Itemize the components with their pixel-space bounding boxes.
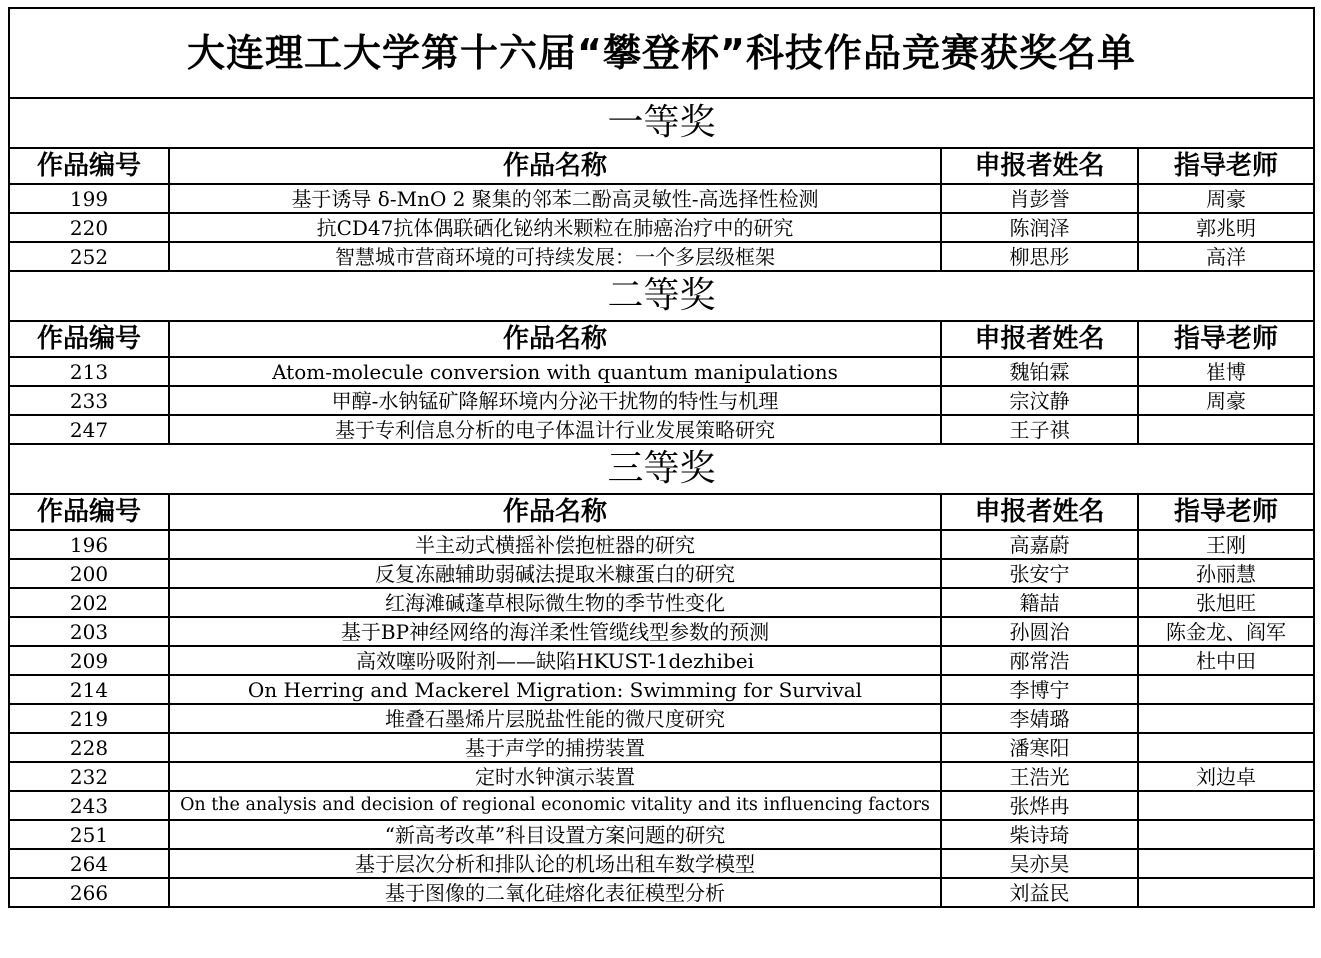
work-name-cell: 甲醇-水钠锰矿降解环境内分泌干扰物的特性与机理 [169, 386, 941, 415]
applicant-cell: 柳思彤 [941, 242, 1138, 271]
table-row [9, 530, 1314, 559]
advisor-cell: 陈金龙、阎军 [1138, 617, 1314, 646]
advisor-cell [1138, 704, 1314, 733]
applicant-cell: 宗汶静 [941, 386, 1138, 415]
applicant-cell: 魏铂霖 [941, 357, 1138, 386]
table-row [9, 242, 1314, 271]
section-heading: 二等奖 [9, 271, 1314, 321]
work-name-cell: 定时水钟演示装置 [169, 762, 941, 791]
advisor-cell: 刘边卓 [1138, 762, 1314, 791]
column-header-row [9, 148, 1314, 184]
page-title: 大连理工大学第十六届“攀登杯”科技作品竞赛获奖名单 [9, 8, 1314, 98]
applicant-cell: 李婧璐 [941, 704, 1138, 733]
table-row [9, 386, 1314, 415]
header-advisor: 指导老师 [1138, 321, 1314, 357]
table-row [9, 820, 1314, 849]
table-row [9, 878, 1314, 907]
header-work-name: 作品名称 [169, 494, 941, 530]
table-row [9, 762, 1314, 791]
advisor-cell [1138, 733, 1314, 762]
header-applicant: 申报者姓名 [941, 148, 1138, 184]
work-name-cell: 基于诱导 δ-MnO 2 聚集的邻苯二酚高灵敏性-高选择性检测 [169, 184, 941, 213]
table-row [9, 184, 1314, 213]
work-name-cell: 红海滩碱蓬草根际微生物的季节性变化 [169, 588, 941, 617]
work-id-cell: 196 [9, 530, 169, 559]
header-advisor: 指导老师 [1138, 494, 1314, 530]
applicant-cell: 籍喆 [941, 588, 1138, 617]
section-heading: 一等奖 [9, 98, 1314, 148]
work-id-cell: 228 [9, 733, 169, 762]
header-work-id: 作品编号 [9, 148, 169, 184]
section-heading-row [9, 98, 1314, 148]
advisor-cell [1138, 820, 1314, 849]
table-row [9, 704, 1314, 733]
table-row [9, 559, 1314, 588]
work-name-cell: 半主动式横摇补偿抱桩器的研究 [169, 530, 941, 559]
column-header-row [9, 494, 1314, 530]
applicant-cell: 李博宁 [941, 675, 1138, 704]
work-id-cell: 200 [9, 559, 169, 588]
advisor-cell [1138, 878, 1314, 907]
work-id-cell: 219 [9, 704, 169, 733]
table-row [9, 646, 1314, 675]
work-name-cell: 基于专利信息分析的电子体温计行业发展策略研究 [169, 415, 941, 444]
work-id-cell: 233 [9, 386, 169, 415]
work-id-cell: 220 [9, 213, 169, 242]
title-row [9, 8, 1314, 98]
advisor-cell [1138, 849, 1314, 878]
work-id-cell: 252 [9, 242, 169, 271]
applicant-cell: 邴常浩 [941, 646, 1138, 675]
advisor-cell: 周豪 [1138, 386, 1314, 415]
applicant-cell: 王子祺 [941, 415, 1138, 444]
advisor-cell: 高洋 [1138, 242, 1314, 271]
work-name-cell: On the analysis and decision of regional economic vitality and its influencing factors [169, 791, 941, 820]
work-id-cell: 202 [9, 588, 169, 617]
work-name-cell: 基于图像的二氧化硅熔化表征模型分析 [169, 878, 941, 907]
advisor-cell: 郭兆明 [1138, 213, 1314, 242]
advisor-cell: 王刚 [1138, 530, 1314, 559]
section-heading-row [9, 444, 1314, 494]
table-row [9, 213, 1314, 242]
advisor-cell [1138, 415, 1314, 444]
work-name-cell: 抗CD47抗体偶联硒化铋纳米颗粒在肺癌治疗中的研究 [169, 213, 941, 242]
work-id-cell: 209 [9, 646, 169, 675]
work-name-cell: 基于BP神经网络的海洋柔性管缆线型参数的预测 [169, 617, 941, 646]
work-name-cell: 反复冻融辅助弱碱法提取米糠蛋白的研究 [169, 559, 941, 588]
advisor-cell: 崔博 [1138, 357, 1314, 386]
work-id-cell: 203 [9, 617, 169, 646]
applicant-cell: 吴亦昊 [941, 849, 1138, 878]
work-name-cell: On Herring and Mackerel Migration: Swimming for Survival [169, 675, 941, 704]
advisor-cell: 杜中田 [1138, 646, 1314, 675]
work-name-cell: 基于层次分析和排队论的机场出租车数学模型 [169, 849, 941, 878]
work-id-cell: 264 [9, 849, 169, 878]
work-name-cell: Atom-molecule conversion with quantum manipulations [169, 357, 941, 386]
applicant-cell: 肖彭誉 [941, 184, 1138, 213]
table-row [9, 849, 1314, 878]
work-id-cell: 251 [9, 820, 169, 849]
work-name-cell: 智慧城市营商环境的可持续发展：一个多层级框架 [169, 242, 941, 271]
section-heading-row [9, 271, 1314, 321]
applicant-cell: 高嘉蔚 [941, 530, 1138, 559]
header-applicant: 申报者姓名 [941, 494, 1138, 530]
work-name-cell: 高效噻吩吸附剂——缺陷HKUST-1dezhibei [169, 646, 941, 675]
header-advisor: 指导老师 [1138, 148, 1314, 184]
header-work-name: 作品名称 [169, 148, 941, 184]
advisor-cell: 张旭旺 [1138, 588, 1314, 617]
header-applicant: 申报者姓名 [941, 321, 1138, 357]
advisor-cell [1138, 791, 1314, 820]
applicant-cell: 刘益民 [941, 878, 1138, 907]
applicant-cell: 柴诗琦 [941, 820, 1138, 849]
work-id-cell: 243 [9, 791, 169, 820]
work-name-cell: 堆叠石墨烯片层脱盐性能的微尺度研究 [169, 704, 941, 733]
work-name-cell: “新高考改革”科目设置方案问题的研究 [169, 820, 941, 849]
table-row [9, 617, 1314, 646]
header-work-id: 作品编号 [9, 494, 169, 530]
applicant-cell: 张安宁 [941, 559, 1138, 588]
work-name-cell: 基于声学的捕捞装置 [169, 733, 941, 762]
work-id-cell: 232 [9, 762, 169, 791]
header-work-name: 作品名称 [169, 321, 941, 357]
work-id-cell: 199 [9, 184, 169, 213]
column-header-row [9, 321, 1314, 357]
applicant-cell: 陈润泽 [941, 213, 1138, 242]
applicant-cell: 潘寒阳 [941, 733, 1138, 762]
table-row [9, 357, 1314, 386]
table-row [9, 733, 1314, 762]
section-heading: 三等奖 [9, 444, 1314, 494]
table-row [9, 415, 1314, 444]
work-id-cell: 247 [9, 415, 169, 444]
award-list-table [8, 7, 1315, 908]
advisor-cell: 孙丽慧 [1138, 559, 1314, 588]
table-row [9, 588, 1314, 617]
work-id-cell: 266 [9, 878, 169, 907]
work-id-cell: 213 [9, 357, 169, 386]
table-row [9, 791, 1314, 820]
table-row [9, 675, 1314, 704]
applicant-cell: 王浩光 [941, 762, 1138, 791]
advisor-cell [1138, 675, 1314, 704]
applicant-cell: 张烨冉 [941, 791, 1138, 820]
work-id-cell: 214 [9, 675, 169, 704]
header-work-id: 作品编号 [9, 321, 169, 357]
applicant-cell: 孙圆治 [941, 617, 1138, 646]
advisor-cell: 周豪 [1138, 184, 1314, 213]
